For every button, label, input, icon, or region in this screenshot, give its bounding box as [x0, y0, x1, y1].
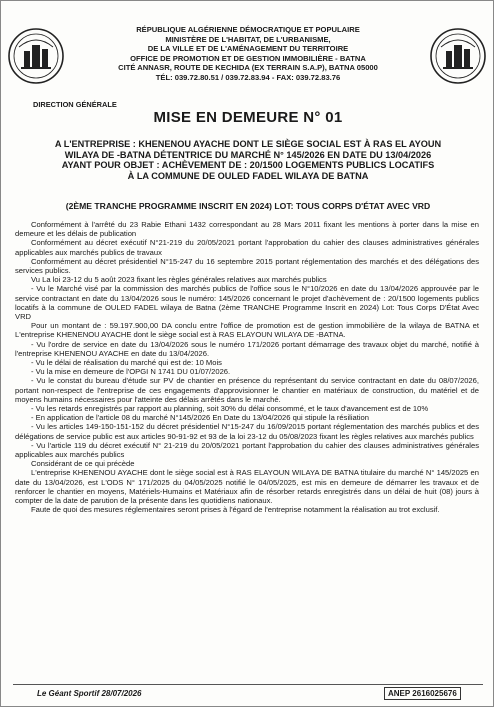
- body-paragraph: - Vu l'ordre de service en date du 13/04/2026 sous le numéro 171/2026 portant démarrage des travaux objet du marché, notifié à l'entreprise KHENENOU AYACHE en date du 13/04/2026.: [15, 339, 479, 358]
- notice-subject: [13, 139, 483, 181]
- subject-line: A L'ENTREPRISE : KHENENOU AYACHE DONT LE SIÈGE SOCIAL EST À RAS EL AYOUN: [54, 139, 442, 149]
- header-line: MINISTÈRE DE L'HABITAT, DE L'URBANISME,: [165, 34, 331, 44]
- letterhead-text: [71, 25, 425, 83]
- anep-reference: ANEP 2616025676: [384, 687, 461, 700]
- subject-line: WILAYA DE -BATNA DÉTENTRICE DU MARCHÉ N° 145/2026 EN DATE DU 13/04/2026: [64, 149, 432, 160]
- body-paragraph: Faute de quoi des mesures réglementaires seront prises à l'égard de l'entreprise notamment la réalisation au trot exclusif.: [31, 505, 440, 515]
- header-line: RÉPUBLIQUE ALGÉRIENNE DÉMOCRATIQUE ET POPULAIRE: [136, 25, 360, 34]
- body-paragraph: - Vu la mise en demeure de l'OPGI N 1741 DU 01/07/2026.: [31, 367, 231, 377]
- body-paragraph: Conformément au décret exécutif N°21-219 du 20/05/2021 portant l'approbation du cahier des clauses administratives générales applicables aux marchés publics de travaux: [15, 238, 479, 257]
- lot-line: (2ÈME TRANCHE PROGRAMME INSCRIT EN 2024) LOT: TOUS CORPS D'ÉTAT AVEC VRD: [65, 201, 431, 211]
- header-line: OFFICE DE PROMOTION ET DE GESTION IMMOBILIÈRE - BATNA: [130, 53, 366, 63]
- body-paragraph: - Vu le délai de réalisation du marché qui est de: 10 Mois: [31, 358, 222, 368]
- body-paragraph: - Vu le Marché visé par la commission des marchés publics de l'office sous le N°10/2026 en date du 13/04/2026 approuvée par le service contractant en date du 13/04/2026 sous le numéro: 145/2026 concernant le projet d'achèvement de : 20/1500 logements publics locatifs à la commune de OULED FADEL wilaya de Batna (2ème TRANCHE Programme Inscrit en 2024) Lot: Tous Corps D'État Avec VRD: [15, 284, 479, 322]
- body-paragraph: - Vu le constat du bureau d'étude sur PV de chantier en présence du représentant du service contractant en date du 08/07/2026, portant non-respect de l'entreprise de ces engagements d'approvisionner le chantier en matériaux de construction, du matériel et de moyens humains nécessaires pour l'atteinte des délais arrêtés dans le marché.: [15, 376, 479, 404]
- body-paragraph: L'entreprise KHENENOU AYACHE dont le siège social est à RAS ELAYOUN WILAYA DE BATNA titulaire du marché N° 145/2025 en date du 13/04/2026, est L'ODS N° 171/2025 du 04/05/2025 notifié le 04/05/2025, est mis en demeure de démarrer les travaux et de renforcer le chantier en moyens, Matériels-Humains et Matériaux afin de résorber retards enregistrés dans un délai de huit (08) jours à compter de la date de parution de la présente dans les quotidiens nationaux.: [15, 468, 479, 506]
- body-paragraph: - Vu les retards enregistrés par rapport au planning, soit 30% du délai consommé, et le taux d'avancement est de 10%: [31, 404, 429, 414]
- subject-line: À LA COMMUNE DE OULED FADEL WILAYA DE BATNA: [127, 170, 369, 181]
- opgi-emblem-icon: [429, 27, 487, 85]
- newspaper-reference: Le Géant Sportif 28/07/2026: [37, 689, 142, 698]
- body-paragraph: - Vu l'article 119 du décret exécutif N° 21-219 du 20/05/2021 portant l'approbation du cahier des clauses administratives générales applicables aux marchés publics: [15, 440, 479, 460]
- notice-title: MISE EN DEMEURE N° 01: [153, 109, 343, 126]
- body-paragraph: Conformément au décret présidentiel N°15-247 du 16 septembre 2015 portant réglementation des marchés et des délégations des services publics.: [15, 256, 479, 276]
- letterhead: [1, 1, 494, 101]
- opgi-emblem-icon: [7, 27, 65, 85]
- subject-line: AYANT POUR OBJET : ACHÈVEMENT DE : 20/1500 LOGEMENTS PUBLICS LOCATIFS: [61, 160, 435, 171]
- header-line: CITÉ ANNASR, ROUTE DE KECHIDA (EX TERRAIN S.A.P), BATNA 05000: [118, 63, 378, 73]
- footer-divider: [13, 684, 483, 685]
- body-paragraph: Pour un montant de : 59.197.900,00 DA conclu entre l'office de promotion est de gestion immobilière de la wilaya de BATNA et L'entreprise KHENENOU AYACHE dont le siège social est à RAS ELAYOUN WILAYA DE -BATNA.: [15, 321, 479, 340]
- header-line: TÉL: 039.72.80.51 / 039.72.83.94 - FAX: 039.72.83.76: [155, 72, 341, 82]
- body-paragraph: - En application de l'article 08 du marché N°145/2026 En Date du 13/04/2026 qui stipule la résiliation: [31, 413, 369, 423]
- body-paragraph: - Vu les articles 149-150-151-152 du décret présidentiel N°15-247 du 16/09/2015 portant réglementation des marchés publics et des délégations de service public est aux articles 90-91-92 et 93 de la loi 23-12 du 05/08/2023 fixant les règles relatives aux marchés publics: [15, 422, 479, 441]
- notice-body: [15, 220, 479, 515]
- body-paragraph: Considérant de ce qui précède: [31, 459, 135, 469]
- body-paragraph: Conformément à l'arrêté du 23 Rabie Ethani 1432 correspondant au 28 Mars 2011 fixant les mentions à porter dans la mise en demeure et les délais de publication: [15, 220, 479, 239]
- body-paragraph: Vu La loi 23-12 du 5 août 2023 fixant les règles générales relatives aux marchés publics: [31, 275, 327, 285]
- direction-label: DIRECTION GÉNÉRALE: [33, 100, 117, 109]
- header-line: DE LA VILLE ET DE L'AMÉNAGEMENT DU TERRITOIRE: [147, 44, 349, 54]
